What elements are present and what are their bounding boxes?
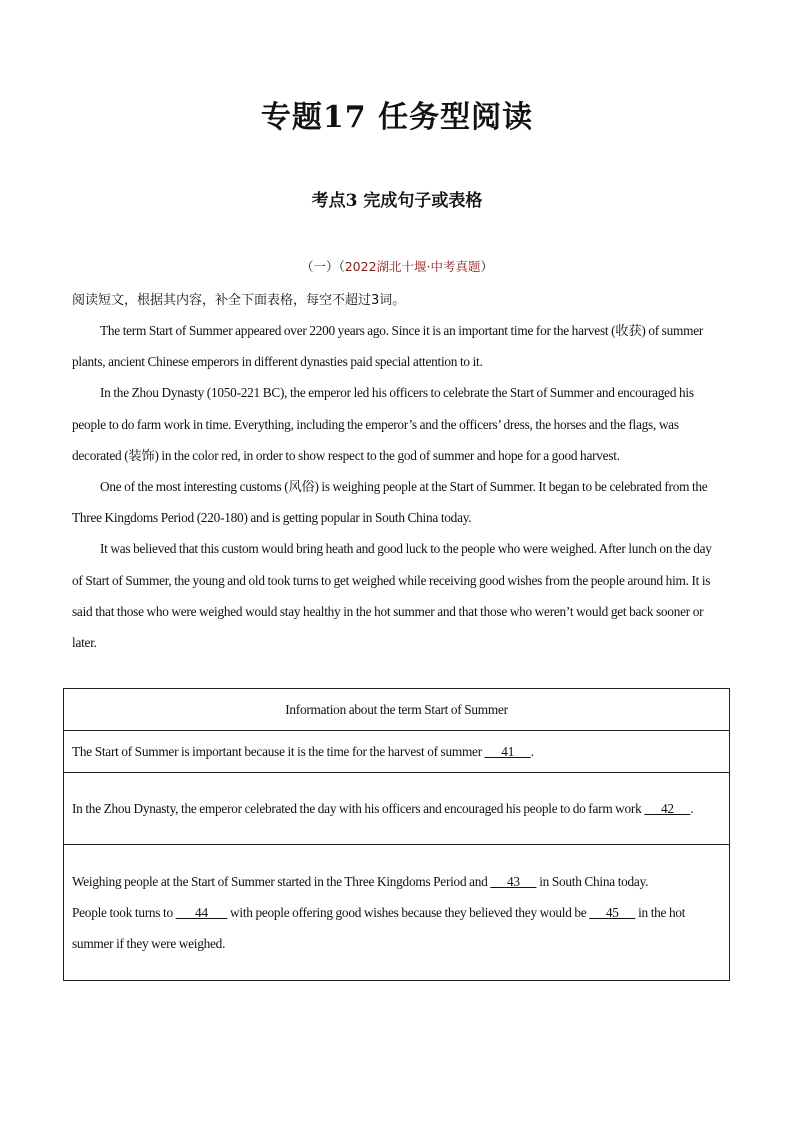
cell-text: In the Zhou Dynasty, the emperor celebrated the day with his officers and encouraged his people to do farm work xyxy=(72,801,645,816)
cell-text: . xyxy=(690,801,694,816)
page-subtitle: 考点3 完成句子或表格 xyxy=(311,191,483,211)
cell-text: with people offering good wishes because they believed they would be xyxy=(227,905,590,920)
table-row xyxy=(64,845,730,981)
section-number: （一）（ xyxy=(300,259,345,274)
cell-line xyxy=(72,866,721,897)
passage-paragraph: One of the most interesting customs (风俗) is weighing people at the Start of Summer. It began to be celebrated from the Three Kingdoms Period (220-180) and is getting popular in South China today. xyxy=(72,479,708,526)
blank-42: 42 xyxy=(644,801,691,816)
cell-text: The Start of Summer is important because it is the time for the harvest of summer xyxy=(72,743,485,759)
blank-44: 44 xyxy=(175,905,228,920)
table-header-row xyxy=(64,689,730,731)
passage-paragraph: In the Zhou Dynasty (1050-221 BC), the emperor led his officers to celebrate the Start of Summer and encouraged his people to do farm work in time. Everything, including the emperor’s and the officers’ dress, the horses and the flags, was decorated (装饰) in the color red, in order to show respect to the god of summer and hope for a good harvest. xyxy=(72,385,694,463)
cell-text: . xyxy=(530,743,534,759)
blank-41: 41 xyxy=(484,743,531,759)
passage-paragraph: It was believed that this custom would bring heath and good luck to the people who were weighed. After lunch on the day of Start of Summer, the young and old took turns to get weighed while receiving good wishes from the people around him. It is said that those who were weighed would stay healthy in the hot summer and that those who weren’t would get back sooner or later. xyxy=(72,541,712,651)
table-row xyxy=(64,773,730,845)
cell-text: Weighing people at the Start of Summer started in the Three Kingdoms Period and xyxy=(72,874,491,889)
section-label xyxy=(0,257,794,275)
section-source: 2022湖北十堰·中考真题 xyxy=(344,259,481,274)
page-title: 专题17 任务型阅读 xyxy=(260,100,534,135)
table-cell-43 xyxy=(64,845,730,981)
table-heading: Information about the term Start of Summer xyxy=(64,689,730,731)
cell-line xyxy=(72,897,721,959)
table-cell-41 xyxy=(64,731,730,773)
reading-passage xyxy=(72,315,724,658)
table-row xyxy=(64,731,730,773)
cell-text: People took turns to xyxy=(72,905,176,920)
cell-text: in the hot summer if they were weighed. xyxy=(72,905,686,951)
blank-43: 43 xyxy=(490,874,537,889)
info-table xyxy=(63,688,730,981)
table-cell-42 xyxy=(64,773,730,845)
cell-text: in South China today. xyxy=(536,874,649,889)
passage-paragraph: The term Start of Summer appeared over 2200 years ago. Since it is an important time for the harvest (收获) of summer plants, ancient Chinese emperors in different dynasties paid special attention to it. xyxy=(72,323,704,370)
blank-45: 45 xyxy=(589,905,636,920)
section-close: ） xyxy=(480,259,494,274)
instruction-text: 阅读短文，根据其内容，补全下面表格，每空不超过3词。 xyxy=(72,293,406,308)
